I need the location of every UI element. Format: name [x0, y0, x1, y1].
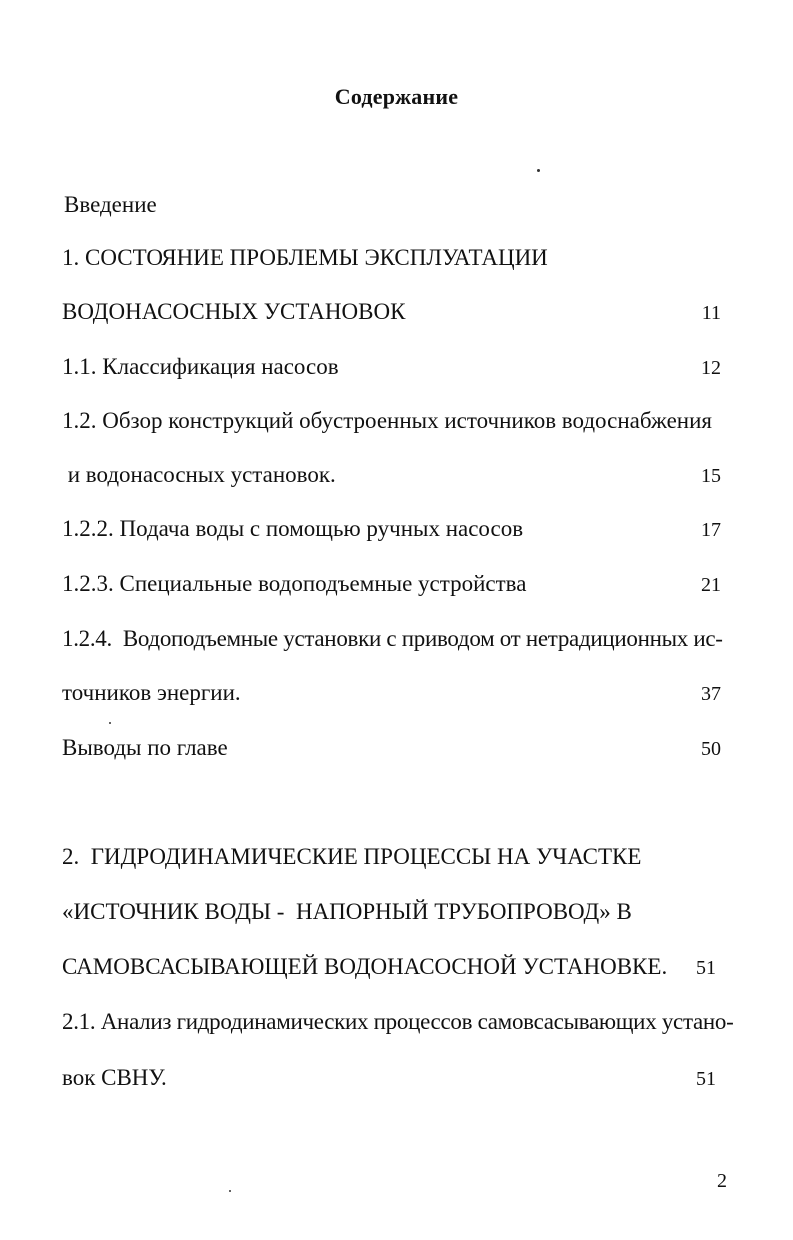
toc-chapter-1-heading-cont: ВОДОНАСОСНЫХ УСТАНОВОК — [62, 299, 406, 324]
toc-page-number: 51 — [696, 1068, 716, 1090]
toc-entry-1-2: 1.2. Обзор конструкций обустроенных источников водоснабжения — [62, 408, 712, 433]
toc-entry-2-1: 2.1. Анализ гидродинамических процессов самовсасывающих устано- — [62, 1009, 734, 1034]
page-title: Содержание — [334, 84, 459, 109]
footer-page-number: 2 — [717, 1170, 727, 1192]
scan-speck — [537, 169, 540, 172]
scan-speck — [109, 722, 111, 724]
toc-entry-2-1-cont: вок СВНУ. — [62, 1065, 167, 1090]
toc-chapter-2-heading: 2. ГИДРОДИНАМИЧЕСКИЕ ПРОЦЕССЫ НА УЧАСТКЕ — [62, 844, 642, 869]
toc-entry-1-2-4-cont: точников энергии. — [62, 680, 241, 705]
toc-chapter-2-heading-cont2: САМОВСАСЫВАЮЩЕЙ ВОДОНАСОСНОЙ УСТАНОВКЕ. — [62, 954, 668, 979]
toc-entry-1-2-4: 1.2.4. Водоподъемные установки с приводом от нетрадиционных ис- — [62, 626, 723, 651]
toc-page-number: 21 — [701, 574, 721, 596]
toc-entry-1-1: 1.1. Классификация насосов — [62, 354, 339, 379]
toc-page-number: 50 — [701, 738, 721, 760]
toc-entry-intro: Введение — [64, 192, 157, 217]
scan-speck — [229, 1190, 231, 1192]
toc-page-number: 12 — [701, 357, 721, 379]
toc-entry-1-2-2: 1.2.2. Подача воды с помощью ручных насосов — [62, 516, 524, 541]
toc-entry-1-2-3: 1.2.3. Специальные водоподъемные устройства — [62, 571, 527, 596]
toc-page-number: 37 — [701, 683, 721, 705]
toc-entry-1-2-cont: и водонасосных установок. — [62, 462, 336, 487]
toc-entry-conclusions: Выводы по главе — [62, 735, 228, 760]
toc-page-number: 11 — [701, 302, 721, 324]
toc-page-number: 17 — [701, 519, 721, 541]
toc-page-number: 51 — [696, 957, 716, 979]
toc-page-number: 15 — [701, 465, 721, 487]
toc-chapter-2-heading-cont: «ИСТОЧНИК ВОДЫ - НАПОРНЫЙ ТРУБОПРОВОД» В — [62, 899, 632, 924]
toc-chapter-1-heading: 1. СОСТОЯНИЕ ПРОБЛЕМЫ ЭКСПЛУАТАЦИИ — [62, 245, 548, 270]
